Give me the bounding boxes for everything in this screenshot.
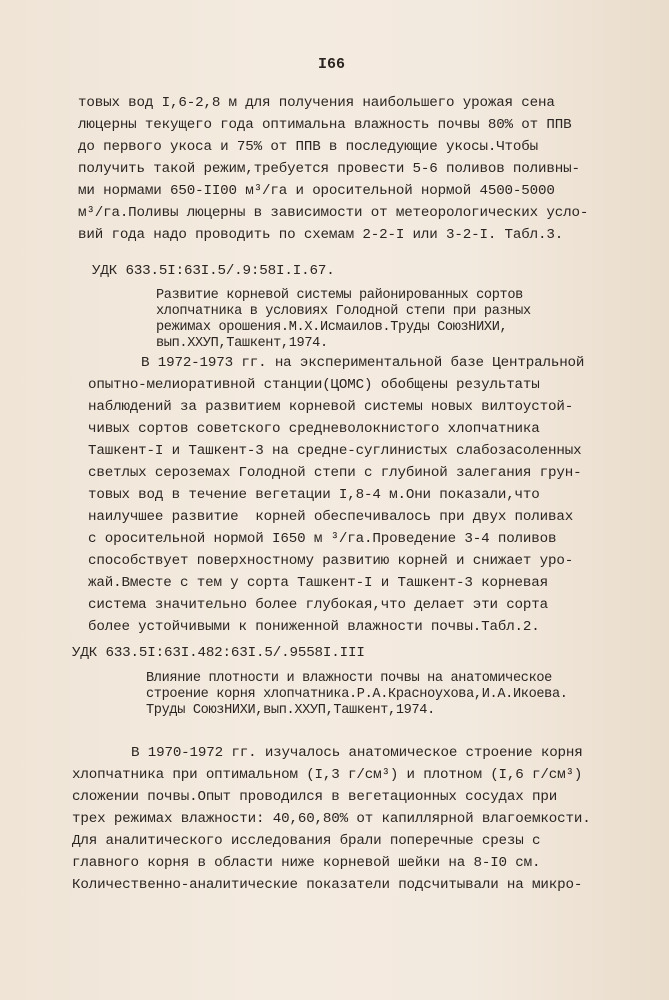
paragraph-line: опытно-мелиоративной станции(ЦОМС) обобщены результаты xyxy=(88,377,540,393)
paragraph-line: товых вод I,6-2,8 м для получения наибольшего урожая сена xyxy=(78,95,555,111)
paragraph-line: м³/га.Поливы люцерны в зависимости от метеорологических усло- xyxy=(78,205,589,221)
reference-line: Влияние плотности и влажности почвы на анатомическое xyxy=(146,671,552,686)
paragraph-line: наилучшее развитие корней обеспечивалось при двух поливах xyxy=(88,509,574,525)
reference-line: Труды СоюзНИХИ,вып.ХХУП,Ташкент,1974. xyxy=(146,703,435,718)
paragraph-line: способствует поверхностному развитию корней и снижает уро- xyxy=(88,553,574,569)
paragraph-line: до первого укоса и 75% от ППВ в последующие укосы.Чтобы xyxy=(78,139,539,155)
paragraph-line: наблюдений за развитием корневой системы новых вилтоустой- xyxy=(88,399,574,415)
paragraph-line: В 1972-1973 гг. на экспериментальной базе Центральной xyxy=(141,355,585,371)
reference-line: строение корня хлопчатника.Р.А.Красноухова,И.А.Икоева. xyxy=(146,687,568,702)
paragraph-line: жай.Вместе с тем у сорта Ташкент-I и Ташкент-3 корневая xyxy=(88,575,549,591)
paragraph-line: светлых сероземах Голодной степи с глубиной залегания грун- xyxy=(88,465,582,481)
reference-line: хлопчатника в условиях Голодной степи при разных xyxy=(156,304,531,319)
paragraph-line: главного корня в области ниже корневой шейки на 8-I0 см. xyxy=(72,855,541,871)
paragraph-line: товых вод в течение вегетации I,8-4 м.Они показали,что xyxy=(88,487,540,503)
reference-line: режимах орошения.М.Х.Исмаилов.Труды СоюзНИХИ, xyxy=(156,320,508,335)
paragraph-line: хлопчатника при оптимальном (I,3 г/см³) и плотном (I,6 г/см³) xyxy=(72,767,583,783)
paragraph-line: сложении почвы.Опыт проводился в вегетационных сосудах при xyxy=(72,789,558,805)
paragraph-line: трех режимах влажности: 40,60,80% от капиллярной влагоемкости. xyxy=(72,811,591,827)
reference-line: Развитие корневой системы районированных сортов xyxy=(156,288,523,303)
paragraph-line: получить такой режим,требуется провести 5-6 поливов поливны- xyxy=(78,161,580,177)
paragraph-line: Для аналитического исследования брали поперечные срезы с xyxy=(72,833,541,849)
paragraph-line: Ташкент-I и Ташкент-3 на средне-суглинистых слабозасоленных xyxy=(88,443,582,459)
paragraph-line: с оросительной нормой I650 м ³/га.Проведение 3-4 поливов xyxy=(88,531,557,547)
paragraph-line: более устойчивыми к пониженной влажности почвы.Табл.2. xyxy=(88,619,540,635)
udk-code: УДК 633.5I:63I.5/.9:58I.I.67. xyxy=(92,263,335,279)
reference-line: вып.ХХУП,Ташкент,1974. xyxy=(156,336,328,351)
paragraph-line: система значительно более глубокая,что делает эти сорта xyxy=(88,597,549,613)
page-number: I66 xyxy=(318,56,346,73)
paragraph-line: ми нормами 650-II00 м³/га и оросительной нормой 4500-5000 xyxy=(78,183,555,199)
paragraph-line: чивых сортов советского средневолокнистого хлопчатника xyxy=(88,421,540,437)
paragraph-line: В 1970-1972 гг. изучалось анатомическое строение корня xyxy=(131,745,583,761)
paragraph-line: люцерны текущего года оптимальна влажность почвы 80% от ППВ xyxy=(78,117,572,133)
paragraph-line: Количественно-аналитические показатели подсчитывали на микро- xyxy=(72,877,583,893)
udk-code: УДК 633.5I:63I.482:63I.5/.9558I.III xyxy=(72,645,365,661)
paragraph-line: вий года надо проводить по схемам 2-2-I или 3-2-I. Табл.3. xyxy=(78,227,564,243)
